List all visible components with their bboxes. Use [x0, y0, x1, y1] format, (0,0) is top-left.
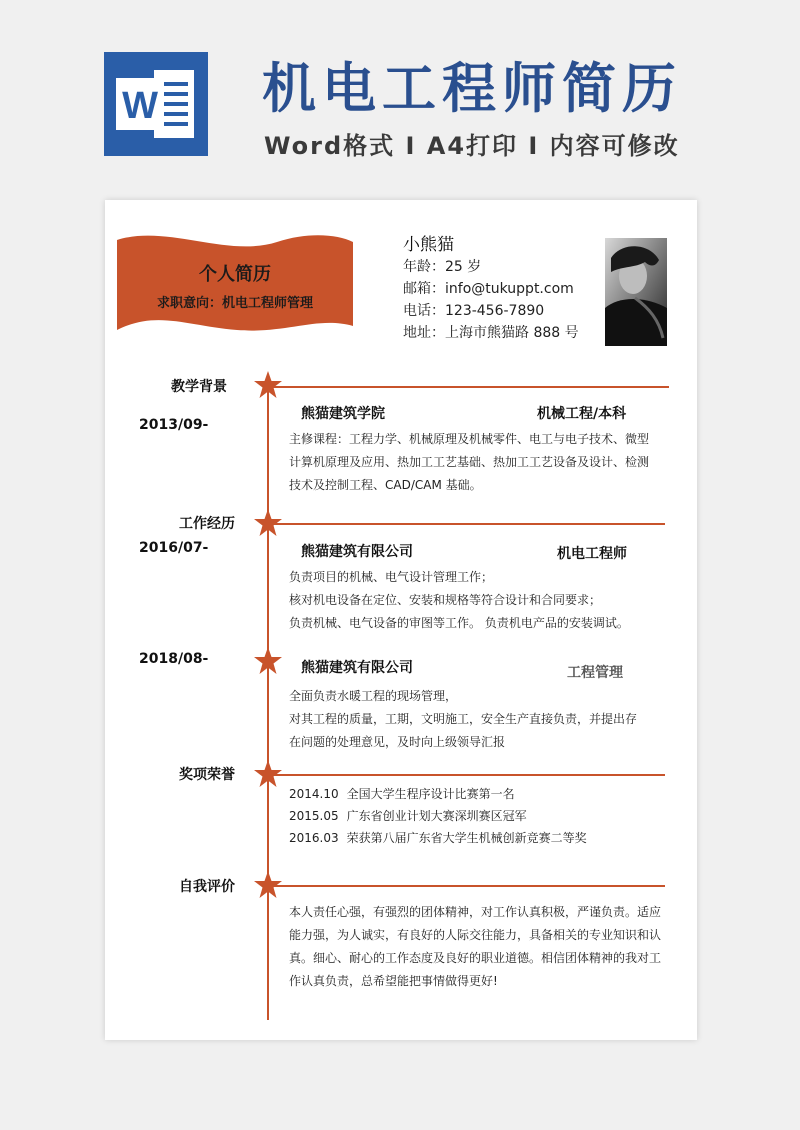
job-role: 机电工程师 [557, 546, 627, 562]
info-age: 年龄：25 岁 [403, 259, 482, 275]
education-school: 熊猫建筑学院 [301, 406, 385, 422]
section-divider [267, 774, 665, 776]
star-icon [253, 646, 283, 676]
awards-title: 奖项荣誉 [179, 767, 235, 783]
job-company: 熊猫建筑有限公司 [301, 544, 413, 560]
section-divider [267, 386, 669, 388]
job-date: 2018/08- [139, 651, 209, 667]
info-address: 地址：上海市熊猫路 888 号 [403, 325, 579, 341]
star-icon [253, 870, 283, 900]
education-title: 教学背景 [171, 379, 227, 395]
timeline-line [267, 380, 269, 1020]
word-document-icon [104, 52, 208, 156]
section-divider [267, 885, 665, 887]
job-date: 2016/07- [139, 540, 209, 556]
job-objective: 求职意向：机电工程师管理 [156, 296, 313, 311]
info-phone: 电话：123-456-7890 [403, 303, 545, 319]
job-description: 负责项目的机械、电气设计管理工作； 核对机电设备在定位、安装和规格等符合设计和合同要求； 负责机械、电气设备的审图等工作。 负责机电产品的安装调试。 [289, 570, 629, 630]
job-description: 全面负责水暖工程的现场管理， 对其工程的质量，工期，文明施工，安全生产直接负责，并提出存 在问题的处理意见，及时向上级领导汇报 [289, 689, 638, 749]
education-date: 2013/09- [139, 417, 209, 433]
award-item: 2014.10 全国大学生程序设计比赛第一名 [289, 787, 515, 801]
job-role: 工程管理 [567, 665, 623, 681]
education-description: 主修课程：工程力学、机械原理及机械零件、电工与电子技术、微型 计算机原理及应用、热加工工艺基础、热加工工艺设备及设计、检测 技术及控制工程、CAD/CAM 基础。 [289, 432, 650, 492]
resume-page [105, 200, 697, 1040]
profile-photo [605, 238, 667, 346]
candidate-name: 小熊猫 [403, 235, 454, 255]
star-icon [253, 370, 283, 400]
award-item: 2015.05 广东省创业计划大赛深圳赛区冠军 [289, 809, 527, 823]
star-icon [253, 508, 283, 538]
education-degree: 机械工程/本科 [537, 406, 627, 422]
resume-heading: 个人简历 [199, 264, 271, 285]
star-icon [253, 759, 283, 789]
self-eval-text: 本人责任心强，有强烈的团体精神，对工作认真积极，严谨负责。适应 能力强，为人诚实，有良好的人际交往能力，具备相关的专业知识和认 真。细心、耐心的工作态度及良好的职业道德。相信团体精神的我对工 作认真负责，总希望能把事情做得更好! [289, 905, 662, 988]
info-email: 邮箱：info@tukuppt.com [403, 281, 574, 297]
header-flag [117, 230, 353, 338]
word-icon-letter: W [122, 85, 158, 127]
banner-subtitle: Word格式 I A4打印 I 内容可修改 [264, 132, 680, 160]
award-item: 2016.03 荣获第八届广东省大学生机械创新竞赛二等奖 [289, 831, 587, 845]
banner-title: 机电工程师简历 [262, 57, 682, 120]
self-eval-title: 自我评价 [179, 879, 235, 895]
job-company: 熊猫建筑有限公司 [301, 660, 413, 676]
work-title: 工作经历 [179, 516, 235, 532]
section-divider [267, 523, 665, 525]
